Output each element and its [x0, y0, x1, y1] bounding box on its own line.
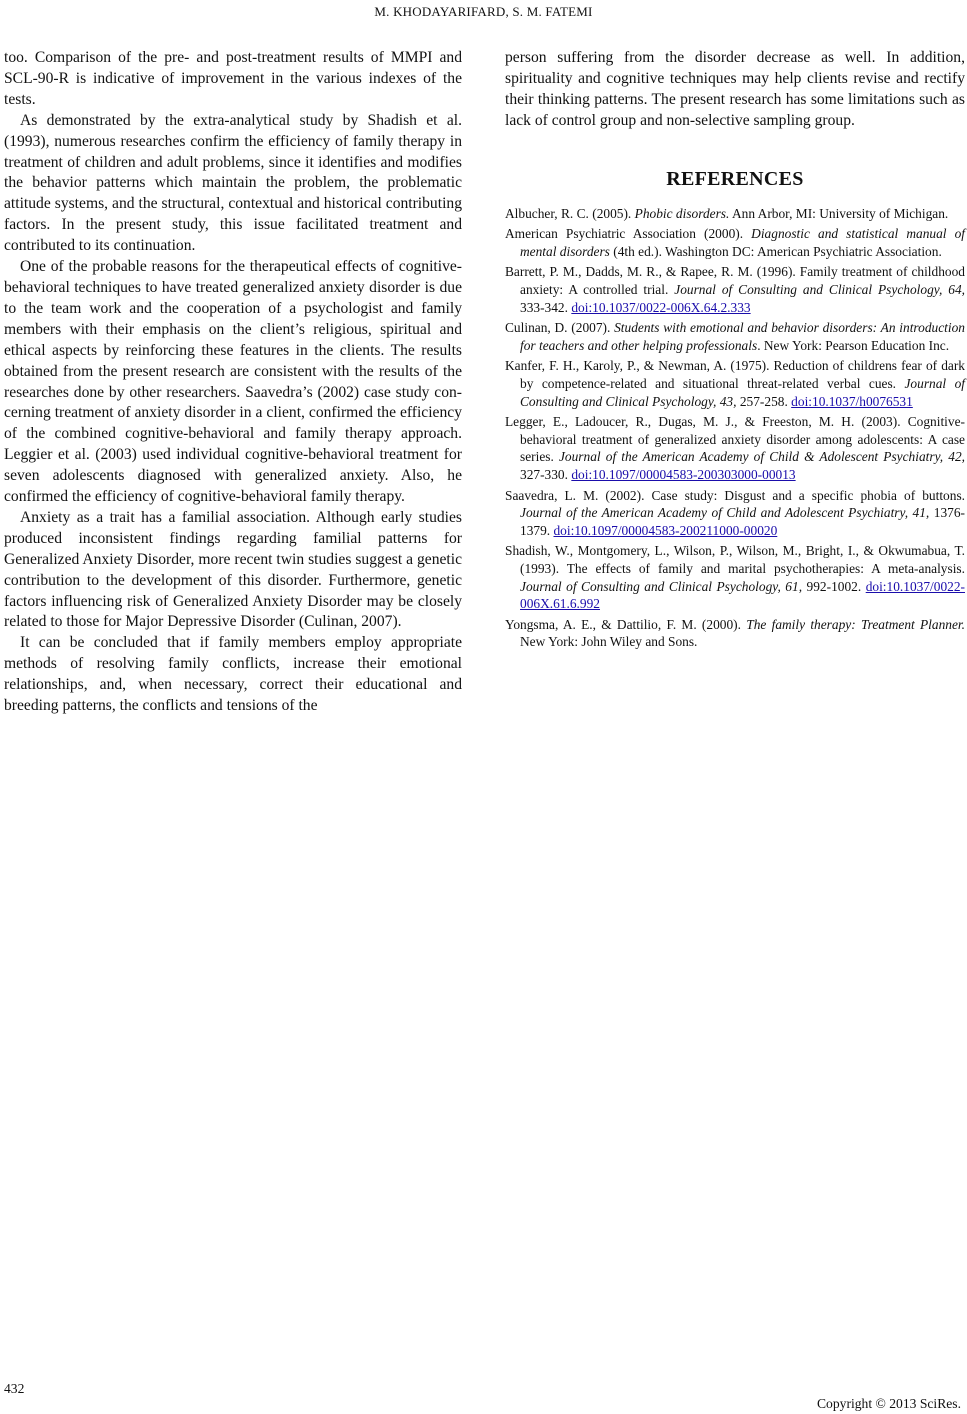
doi-link[interactable]: doi:10.1037/0022-006X.61.6.992 — [520, 578, 965, 612]
doi-link[interactable]: doi:10.1037/0022-006X.64.2.333 — [571, 299, 751, 315]
page-number: 432 — [4, 1381, 25, 1396]
body-paragraph: too. Comparison of the pre- and post-treatment results of MMPI and SCL-90-R is indicative of improvement in the various indexes of the tests. — [4, 49, 462, 108]
reference-item: American Psychiatric Association (2000). Diagnostic and statistical manual of mental disorders (4th ed.). Washington DC: American Psychiatric Association. — [505, 226, 965, 259]
body-paragraph: As demonstrated by the extra-analytical study by Shadish et al. (1993), numerous researches confirm the efficiency of family therapy in treatment of children and adult problems, since it identifies and modifies the behavior patterns which maintain the problem, the problematic attitude systems, and the structural, contextual and historical contributing factors. In the present study, this issue facilitated treatment and contributed to its continuation. — [4, 111, 462, 255]
reference-item: Culinan, D. (2007). Students with emotional and behavior disorders: An introduction for teachers and other helping professionals. New York: Pearson Education Inc. — [505, 320, 965, 353]
references-heading: REFERENCES — [666, 167, 804, 190]
reference-item: Yongsma, A. E., & Dattilio, F. M. (2000). The family therapy: Treatment Planner. New York: John Wiley and Sons. — [505, 616, 966, 650]
doi-link[interactable]: doi:10.1097/00004583-200211000-00020 — [553, 522, 778, 538]
right-column — [505, 48, 965, 654]
body-paragraph: One of the probable reasons for the therapeutical effects of cognitive-behavioral techniques to have treated generalized anxiety disorder is due to the team work and the cooperation of a psychologist and family members with their emphasis on the client’s religious, spiritual and ethical aspects by reinforcing these features in the clients. The results obtained from the present research are consistent with the results of the researches done by other researchers. Saavedra’s (2002) case study concerning treatment of anxiety disorder in a client, confirmed the efficiency of the combined cognitive-behavioral and family therapy approach. Leggier et al. (2003) used individual cognitive-behavioral treatment for seven adolescents diagnosed with generalized anxiety. Also, he confirmed the efficiency of cognitive-behavioral family therapy. — [4, 258, 462, 506]
body-paragraph: Anxiety as a trait has a familial association. Although early studies produced inconsistent findings regarding familial patterns for Generalized Anxiety Disorder, more recent twin studies suggest a genetic contribution to the development of this disorder. Furthermore, genetic factors influencing risk of Generalized Anxiety Disorder may be closely related to those for Major Depressive Disorder (Culinan, 2007). — [4, 508, 462, 631]
running-head: M. KHODAYARIFARD, S. M. FATEMI — [374, 4, 593, 19]
reference-item: Legger, E., Ladoucer, R., Dugas, M. J., & Freeston, M. H. (2003). Cognitive-behavioral treatment of generalized anxiety disorder among adolescents: A case series. Journal of the American Academy of Child & Adolescent Psychiatry, 42, 327-330. doi:10.1097/00004583-200303000-00013 — [505, 414, 966, 482]
reference-item: Saavedra, L. M. (2002). Case study: Disgust and a specific phobia of buttons. Journal of the American Academy of Child and Adolescent Psychiatry, 41, 1376-1379. doi:10.1097/00004583-200211000-00020 — [505, 487, 966, 538]
left-column — [4, 48, 462, 717]
reference-item: Shadish, W., Montgomery, L., Wilson, P., Wilson, M., Bright, I., & Okwumabua, T. (1993). The effects of family and marital psychotherapies: A meta-analysis. Journal of Consulting and Clinical Psychology, 61, 992-1002. doi:10.1037/0022-006X.61.6.992 — [505, 543, 965, 612]
body-paragraph: It can be concluded that if family members employ appropriate methods of resolving family conflicts, increase their emotional relationships, and, when necessary, correct their educational and breeding patterns, the conflicts and tensions of the — [4, 634, 462, 715]
doi-link[interactable]: doi:10.1037/h0076531 — [791, 393, 913, 409]
body-paragraph: person suffering from the disorder decrease as well. In addition, spirituality and cognitive techniques may help clients revise and rectify their thinking patterns. The present research has some limitations such as lack of control group and non-selective sampling group. — [505, 49, 965, 129]
reference-item: Barrett, P. M., Dadds, M. R., & Rapee, R. M. (1996). Family treatment of childhood anxiety: A controlled trial. Journal of Consulting and Clinical Psychology, 64, 333-342. doi:10.1037/0022-006X.64.2.333 — [505, 264, 965, 315]
doi-link[interactable]: doi:10.1097/00004583-200303000-00013 — [571, 466, 796, 482]
copyright-notice: Copyright © 2013 SciRes. — [816, 1396, 961, 1411]
reference-item: Kanfer, F. H., Karoly, P., & Newman, A. (1975). Reduction of childrens fear of dark by competence-related and situational threat-related verbal cues. Journal of Consulting and Clinical Psychology, 43, 257-258. doi:10.1037/h0076531 — [505, 358, 966, 409]
reference-item: Albucher, R. C. (2005). Phobic disorders. Ann Arbor, MI: University of Michigan. — [505, 205, 949, 221]
reference-list — [505, 205, 965, 651]
